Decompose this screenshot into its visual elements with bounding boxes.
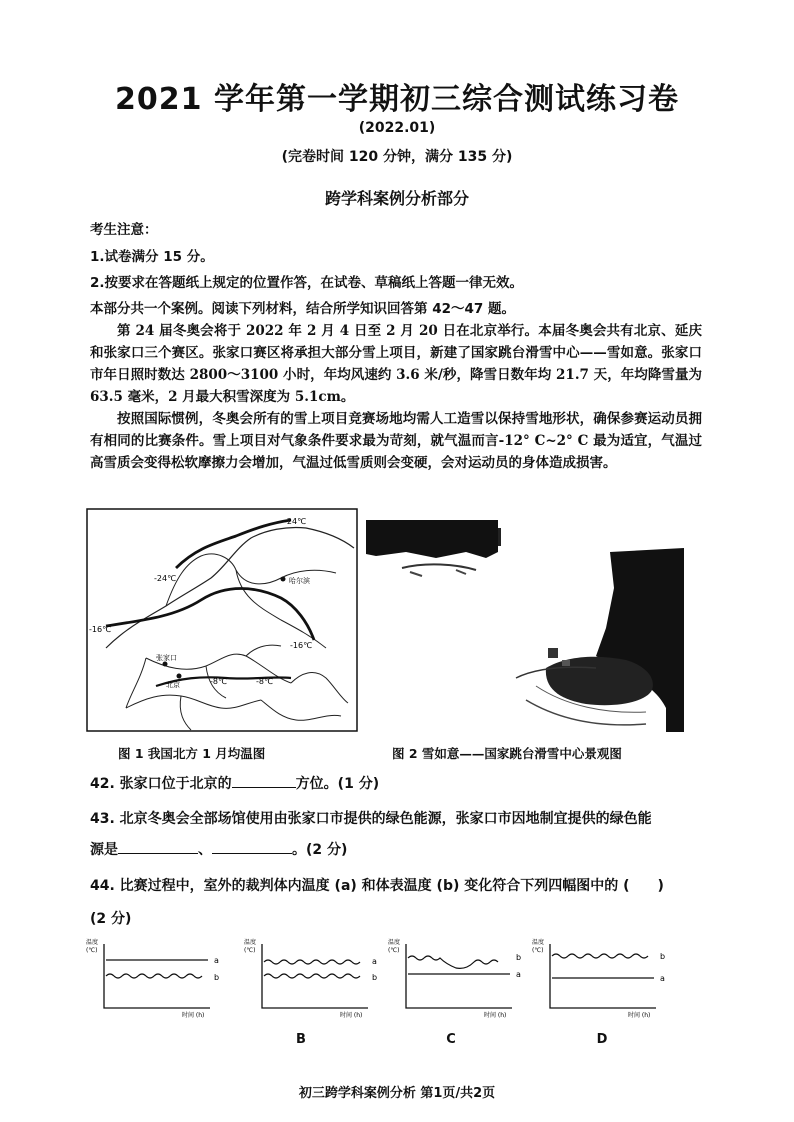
notes-heading: 考生注意： (90, 222, 158, 238)
y-axis-label: 温度 (388, 939, 401, 946)
series-b-label: b (214, 973, 220, 982)
question-43-line1: 43. 北京冬奥会全部场馆使用由张家口市提供的绿色能源，张家口市因地制宜提供的绿色能 (90, 811, 652, 827)
passage-paragraph-2: 按照国际惯例，冬奥会所有的雪上项目竞赛场地均需人工造雪以保持雪地形状，确保参赛运动员拥有相同的比赛条件。雪上项目对气象条件要求最为苛刻，就气温而言-12° C~2° C 最为适宜，气温过高雪质会变得松软摩擦力会增加，气温过低雪质则会变硬，会对运动员的身体造成损害。 (90, 411, 702, 471)
question-44: 44. 比赛过程中，室外的裁判体内温度 (a) 和体表温度 (b) 变化符合下列四幅图中的 ( ) (90, 878, 664, 894)
question-42 (90, 773, 379, 793)
zhangjiakou-dot (163, 662, 168, 667)
city-label-beijing: 北京 (166, 681, 180, 689)
q43-answer-blank-2[interactable] (212, 839, 292, 854)
series-a-label: a (660, 974, 665, 983)
line-b (552, 954, 648, 958)
option-chart-d (532, 938, 665, 1019)
paper-title: 2021 学年第一学期初三综合测试练习卷 (115, 82, 679, 117)
figure1-temperature-map (86, 508, 358, 732)
note-item-2: 2.按要求在答题纸上规定的位置作答，在试卷、草稿纸上答题一律无效。 (90, 275, 524, 291)
passage-paragraph-1: 第 24 届冬奥会将于 2022 年 2 月 4 日至 2 月 20 日在北京举行。本届冬奥会共有北京、延庆和张家口三个赛区。张家口赛区将承担大部分雪上项目，新建了国家跳台滑雪中心——雪如意。张家口市年日照时数达 2800～3100 小时，年均风速约 3.6 米/秒，降雪日数年均 21.7 天，年均降雪量为 63.5 毫米，2 月最大积雪深度为 5.1cm。 (90, 323, 702, 405)
passage (90, 320, 702, 474)
y-axis-unit: (℃) (86, 947, 98, 954)
paper-date: (2022.01) (358, 120, 436, 136)
axes (406, 944, 512, 1008)
q44-option-charts (80, 934, 700, 1024)
q43-text: 源是 (90, 842, 118, 858)
figure2-caption: 图 2 雪如意——国家跳台滑雪中心景观图 (392, 746, 622, 761)
question-44-score: (2 分) (90, 911, 132, 927)
q42-text-end: 方位。(1 分) (295, 776, 380, 792)
series-a-label: a (372, 957, 377, 966)
y-axis-unit: (℃) (388, 947, 400, 954)
isotherm-label: -8℃ (256, 677, 273, 686)
line-b (264, 974, 360, 978)
harbin-dot (281, 577, 286, 582)
series-a-label: a (516, 970, 521, 979)
q43-answer-blank-1[interactable] (118, 839, 198, 854)
option-chart-c (388, 938, 521, 1019)
y-axis-unit: (℃) (532, 947, 544, 954)
isotherm-label: -16℃ (89, 625, 112, 634)
option-chart-b (244, 938, 377, 1019)
beijing-dot (177, 674, 182, 679)
option-label-d[interactable]: D (596, 1032, 608, 1047)
y-axis-label: 温度 (244, 939, 257, 946)
option-label-c[interactable]: C (446, 1032, 456, 1047)
q43-text-end: 。(2 分) (292, 842, 348, 858)
isotherm-label: -8℃ (210, 677, 227, 686)
series-b-label: b (372, 973, 378, 982)
q42-answer-blank[interactable] (232, 773, 296, 788)
series-b-label: b (660, 952, 666, 961)
section-title: 跨学科案例分析部分 (324, 189, 469, 208)
isotherm-label: -24℃ (284, 517, 307, 526)
figure1-caption: 图 1 我国北方 1 月均温图 (118, 746, 266, 761)
city-label-harbin: 哈尔滨 (289, 577, 310, 585)
isotherm-label: -24℃ (154, 574, 177, 583)
x-axis-label: 时间 (h) (340, 1012, 363, 1019)
city-label-zhangjiakou: 张家口 (156, 654, 177, 662)
question-43-line2 (90, 839, 347, 859)
series-a-label: a (214, 956, 219, 965)
intro-line: 本部分共一个案例。阅读下列材料，结合所学知识回答第 42～47 题。 (90, 301, 515, 317)
line-a (264, 960, 360, 964)
series-b-label: b (516, 953, 522, 962)
page-footer: 初三跨学科案例分析 第1页/共2页 (298, 1086, 496, 1101)
time-note: (完卷时间 120 分钟，满分 135 分) (281, 149, 513, 165)
isotherm-label: -16℃ (290, 641, 313, 650)
x-axis-label: 时间 (h) (628, 1012, 651, 1019)
x-axis-label: 时间 (h) (484, 1012, 507, 1019)
q42-text: 42. 张家口位于北京的 (90, 776, 232, 792)
y-axis-label: 温度 (532, 939, 545, 946)
line-b (408, 956, 498, 968)
figure2-ski-jump-photo (366, 518, 684, 732)
line-b (106, 974, 202, 978)
x-axis-label: 时间 (h) (182, 1012, 205, 1019)
option-chart-a (86, 938, 219, 1019)
q43-separator: 、 (198, 842, 212, 858)
option-label-b[interactable]: B (296, 1032, 306, 1047)
note-item-1: 1.试卷满分 15 分。 (90, 249, 214, 265)
y-axis-label: 温度 (86, 939, 99, 946)
y-axis-unit: (℃) (244, 947, 256, 954)
